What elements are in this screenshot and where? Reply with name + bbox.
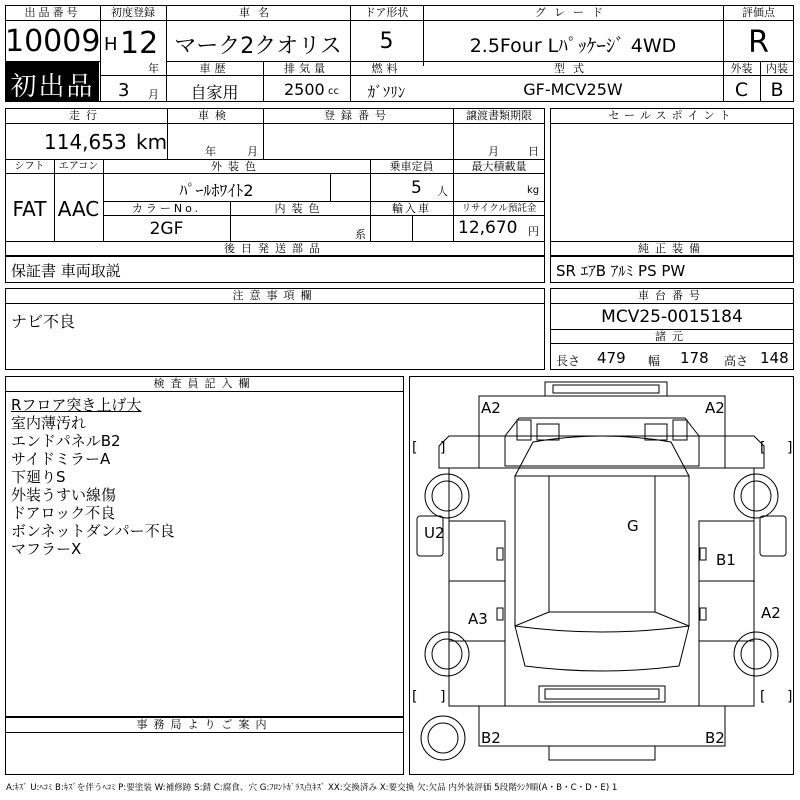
mark-rear-left: B2 — [481, 729, 501, 747]
first-reg-year: 12 — [120, 26, 159, 61]
width-label: 幅 — [648, 354, 661, 368]
sales-point-label: セールスポイント — [608, 109, 736, 122]
dims-label: 諸元 — [655, 330, 689, 343]
notes-value: ナビ不良 — [11, 312, 76, 331]
left-side-glass — [515, 476, 549, 626]
windshield — [515, 436, 689, 476]
model-label: 型式 — [554, 62, 592, 75]
legend: A:ｷｽﾞ U:ﾍｺﾐ B:ｷｽﾞを伴うﾍｺﾐ P:要塗装 W:補修跡 S:錆 C:腐食、穴 G:ﾌﾛﾝﾄｶﾞﾗｽ点ｷｽﾞ XX:交換済み X:要交換 欠:欠品 内外装評価 5段階ﾗﾝｸ順(A・B・C・D・E) 1 — [6, 783, 618, 793]
bracket-close-1: ] — [440, 440, 446, 456]
equipment-label: 純正装備 — [638, 242, 706, 255]
color-no-label: カラーNo. — [131, 202, 202, 215]
inspector-line-1: Rフロア突き上げ大 — [11, 396, 142, 414]
bracket-open-1: [ — [412, 440, 418, 456]
transfer-label: 譲渡書類期限 — [466, 109, 532, 122]
front-bumper-panel — [479, 396, 725, 436]
mark-left-side: U2 — [424, 524, 445, 542]
bracket-close-3: ] — [440, 689, 446, 705]
mark-front-left: A2 — [481, 399, 501, 417]
import-label: 輸入車 — [392, 202, 431, 215]
length-label: 長さ — [556, 354, 581, 368]
registration-label: 登録番号 — [324, 109, 392, 122]
rear-lamp-strip — [539, 686, 665, 702]
mark-right-rear: A2 — [761, 604, 781, 622]
width-value: 178 — [680, 349, 709, 367]
inspector-line-4: サイドミラーA — [11, 450, 111, 468]
displacement-unit: cc — [328, 86, 339, 97]
notes-label: 注意事項欄 — [232, 289, 318, 302]
grade-label: グレード — [535, 6, 611, 19]
mark-roof: G — [627, 517, 639, 535]
seats-label: 乗車定員 — [389, 160, 434, 173]
parts-label: 後日発送部品 — [224, 242, 326, 255]
rear-bumper-strip — [549, 746, 655, 760]
inspector-line-7: ドアロック不良 — [11, 504, 116, 522]
bracket-close-4: ] — [787, 689, 793, 705]
shift: FAT — [12, 197, 47, 221]
exterior-label: 外装 — [730, 62, 753, 75]
lot-number-label: 出品番号 — [24, 6, 81, 19]
body-outline — [449, 468, 754, 706]
era: H — [104, 34, 118, 55]
first-reg-label: 初度登録 — [111, 6, 155, 19]
score-label: 評価点 — [742, 6, 775, 19]
load-label: 最大積載量 — [471, 160, 527, 173]
doors-label: ドア形状 — [364, 6, 409, 19]
exterior: C — [734, 79, 749, 101]
interior: B — [770, 79, 784, 101]
transfer-day-unit: 日 — [528, 145, 539, 158]
seats: 5 — [411, 178, 422, 198]
rear-bumper-panel — [479, 706, 725, 746]
height-value: 148 — [760, 349, 789, 367]
doors: 5 — [379, 29, 394, 54]
right-side-panel-box — [760, 516, 786, 556]
rear-glass — [515, 626, 689, 671]
bracket-open-3: [ — [412, 689, 418, 705]
car-name-label: 車名 — [239, 6, 277, 19]
interior-label: 内装 — [766, 62, 788, 75]
mark-rear-right: B2 — [705, 729, 725, 747]
recycle-unit: 円 — [528, 225, 539, 238]
inspector-line-9: マフラーX — [11, 540, 82, 558]
front-bumper-inner — [553, 385, 659, 393]
chassis-number: MCV25-0015184 — [601, 307, 743, 327]
equipment-value: SR ｴｱB ｱﾙﾐ PS PW — [556, 262, 686, 280]
displacement: 2500 — [284, 80, 325, 99]
roof-panel — [549, 476, 655, 612]
front-right-fender-top — [725, 436, 764, 468]
mark-front-right: A2 — [705, 399, 725, 417]
lot-number: 10009 — [5, 24, 101, 59]
ac-label: エアコン — [58, 161, 99, 172]
grade: 2.5Four Lﾊﾟｯｹｰｼﾞ 4WD — [469, 35, 677, 57]
mileage-unit: km — [136, 130, 168, 154]
mark-left-rear: A3 — [468, 610, 488, 628]
mileage: 114,653 — [44, 130, 127, 154]
wiper-left — [517, 420, 531, 440]
ac: AAC — [57, 197, 100, 221]
shift-label: シフト — [14, 161, 45, 172]
inspector-label: 検査員記入欄 — [153, 377, 256, 390]
ext-color: ﾊﾟｰﾙﾎﾜｲﾄ2 — [179, 181, 254, 200]
ext-color-label: 外装色 — [211, 160, 262, 173]
bracket-close-2: ] — [787, 440, 793, 456]
history: 自家用 — [190, 83, 239, 102]
int-color-suffix: 系 — [355, 228, 366, 241]
transfer-month-unit: 月 — [488, 145, 499, 158]
bracket-open-2: [ — [760, 440, 766, 456]
mileage-label: 走行 — [69, 109, 103, 122]
seats-unit: 人 — [437, 185, 448, 198]
vent-left — [537, 424, 559, 440]
inspector-line-6: 外装うすい線傷 — [11, 486, 117, 504]
inspection-label: 車検 — [198, 109, 232, 122]
right-rear-door — [699, 581, 754, 641]
bracket-open-4: [ — [760, 689, 766, 705]
fuel: ｶﾞｿﾘﾝ — [367, 83, 406, 101]
recycle-label: リサイクル預託金 — [461, 203, 537, 214]
sales-point-panel — [550, 108, 794, 256]
displacement-label: 排気量 — [284, 62, 329, 75]
inspector-lines — [11, 396, 175, 558]
parts-value: 保証書 車両取説 — [11, 262, 121, 280]
model: GF-MCV25W — [523, 80, 623, 99]
length-value: 479 — [597, 349, 626, 367]
first-listing-text: 初出品 — [10, 72, 95, 102]
wiper-right — [673, 420, 687, 440]
score: R — [748, 25, 769, 60]
car-diagram — [409, 376, 794, 775]
color-no: 2GF — [149, 219, 184, 239]
office-label: 事務局よりご案内 — [136, 718, 273, 731]
inspection-month-unit: 月 — [247, 145, 258, 158]
load-unit: kg — [527, 185, 540, 196]
inspection-year-unit: 年 — [205, 145, 216, 158]
first-reg-month: 3 — [118, 80, 130, 101]
recycle-fee: 12,670 — [458, 218, 518, 238]
mark-right-side: B1 — [716, 551, 736, 569]
fuel-label: 燃料 — [371, 62, 402, 75]
inspector-line-2: 室内薄汚れ — [11, 414, 87, 432]
chassis-label: 車台番号 — [638, 289, 706, 302]
right-side-glass — [655, 476, 689, 626]
inspector-line-8: ボンネットダンパー不良 — [11, 522, 175, 540]
car-name: マーク2クオリス — [174, 34, 342, 59]
front-bumper-strip — [545, 382, 667, 396]
int-color-label: 内装色 — [274, 202, 326, 215]
inspector-line-5: 下廻りS — [11, 468, 66, 486]
history-label: 車歴 — [199, 62, 230, 75]
inspector-line-3: エンドパネルB2 — [11, 432, 121, 450]
year-unit: 年 — [148, 62, 159, 75]
height-label: 高さ — [724, 354, 749, 368]
vent-right — [645, 424, 667, 440]
month-unit: 月 — [148, 88, 159, 101]
